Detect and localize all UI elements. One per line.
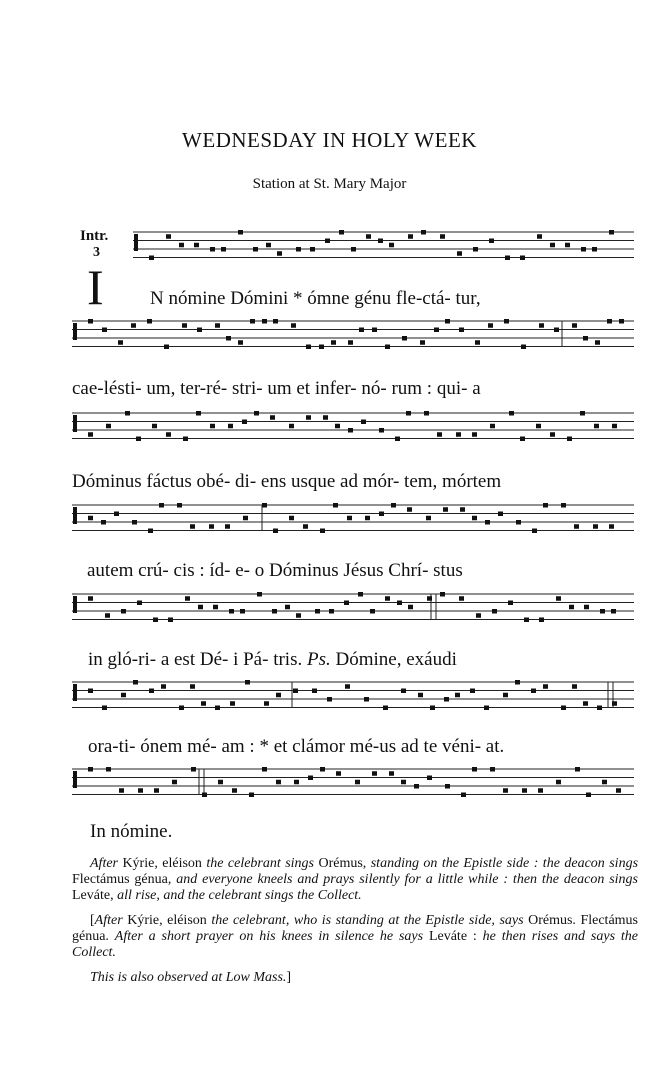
staff-7 xyxy=(72,767,634,797)
neume xyxy=(572,684,577,689)
neume xyxy=(320,529,325,534)
neume xyxy=(159,503,164,508)
neume xyxy=(238,340,243,345)
rubric-run: Leváte, xyxy=(72,888,118,903)
neume xyxy=(406,411,411,416)
staff-3 xyxy=(72,411,634,441)
neume xyxy=(131,323,136,328)
neume xyxy=(358,592,363,597)
neume xyxy=(183,437,188,442)
rubric-run: This is also observed at Low Mass. xyxy=(90,970,287,985)
neume xyxy=(505,256,510,261)
neume xyxy=(456,432,461,437)
neume xyxy=(459,328,464,333)
neume xyxy=(88,432,93,437)
neume xyxy=(308,776,313,781)
neume xyxy=(445,784,450,789)
clef-mark xyxy=(73,507,77,524)
rubric-run: the celebrant sings xyxy=(206,856,319,871)
neume xyxy=(593,524,598,529)
neume xyxy=(366,234,371,239)
neume xyxy=(319,345,324,350)
neume xyxy=(532,529,537,534)
neume xyxy=(347,516,352,521)
neume xyxy=(550,432,555,437)
clef-mark xyxy=(73,771,77,788)
neume xyxy=(379,512,384,517)
neume xyxy=(148,529,153,534)
neume xyxy=(293,689,298,694)
neume xyxy=(543,684,548,689)
neume xyxy=(210,247,215,252)
neume xyxy=(149,256,154,261)
neume xyxy=(455,693,460,698)
neume xyxy=(277,251,282,256)
staff-1 xyxy=(133,230,634,260)
neume xyxy=(296,613,301,618)
neume xyxy=(489,239,494,244)
rubric-run: he then rises and says the Collect. xyxy=(72,929,638,960)
neume xyxy=(424,411,429,416)
neume xyxy=(385,596,390,601)
neume xyxy=(185,596,190,601)
neume xyxy=(488,323,493,328)
neume xyxy=(597,706,602,711)
neume xyxy=(264,701,269,706)
neume xyxy=(125,411,130,416)
neume xyxy=(556,596,561,601)
neume xyxy=(285,605,290,610)
neume xyxy=(118,340,123,345)
neume xyxy=(445,319,450,324)
neume xyxy=(348,340,353,345)
neume xyxy=(138,788,143,793)
neume xyxy=(457,251,462,256)
neume xyxy=(408,605,413,610)
neume xyxy=(102,328,107,333)
rubrics xyxy=(72,856,638,995)
neume xyxy=(600,609,605,614)
lyric-line-7: In nómine. xyxy=(90,821,173,842)
lyric-line-5-text: in gló-ri- a est Dé- i Pá- tris. xyxy=(88,649,303,670)
neume xyxy=(232,788,237,793)
neume xyxy=(550,243,555,248)
neume xyxy=(88,689,93,694)
lyric-line-2: cae-lésti- um, ter-ré- stri- um et infer- nó- rum : qui- a xyxy=(72,378,481,399)
neume xyxy=(475,340,480,345)
rubric-paragraph-2 xyxy=(72,913,638,961)
neume xyxy=(119,788,124,793)
neume xyxy=(132,520,137,525)
neume xyxy=(166,234,171,239)
neume xyxy=(243,516,248,521)
neume xyxy=(583,336,588,341)
neume xyxy=(490,424,495,429)
neume xyxy=(607,319,612,324)
neume xyxy=(289,424,294,429)
neume xyxy=(331,340,336,345)
rubric-run: Orémus, xyxy=(318,856,371,871)
neume xyxy=(296,247,301,252)
neume xyxy=(327,697,332,702)
neume xyxy=(508,601,513,606)
neume xyxy=(245,680,250,685)
clef-mark xyxy=(134,234,138,251)
neume xyxy=(215,323,220,328)
neume xyxy=(253,247,258,252)
neume xyxy=(581,247,586,252)
neume xyxy=(539,323,544,328)
neume xyxy=(164,345,169,350)
neume xyxy=(106,767,111,772)
neume xyxy=(333,503,338,508)
rubric-run: all rise, and the celebrant sings the Collect. xyxy=(117,888,362,903)
neume xyxy=(592,247,597,252)
neume xyxy=(434,328,439,333)
neume xyxy=(336,771,341,776)
neume xyxy=(574,524,579,529)
neume xyxy=(276,780,281,785)
neume xyxy=(359,328,364,333)
neume xyxy=(218,780,223,785)
neume xyxy=(397,601,402,606)
neume xyxy=(88,767,93,772)
neume xyxy=(351,247,356,252)
neume xyxy=(503,788,508,793)
staff-2 xyxy=(72,319,634,349)
neume xyxy=(179,706,184,711)
neume xyxy=(586,793,591,798)
neume xyxy=(521,345,526,350)
neume xyxy=(443,507,448,512)
clef-mark xyxy=(73,684,77,701)
neume xyxy=(440,592,445,597)
clef-mark xyxy=(73,415,77,432)
neume xyxy=(609,524,614,529)
neume xyxy=(385,345,390,350)
neume xyxy=(504,319,509,324)
neume xyxy=(594,424,599,429)
rubric-run: standing on the Epistle side : the deacon sings xyxy=(370,856,639,871)
neume xyxy=(229,609,234,614)
neume xyxy=(401,689,406,694)
neume xyxy=(272,609,277,614)
neume xyxy=(262,767,267,772)
neume xyxy=(473,247,478,252)
neume xyxy=(420,340,425,345)
neume xyxy=(472,767,477,772)
neume xyxy=(262,503,267,508)
neume xyxy=(182,323,187,328)
rubric-run: After xyxy=(94,913,128,928)
neume xyxy=(294,780,299,785)
neume xyxy=(172,780,177,785)
neume xyxy=(536,424,541,429)
neume xyxy=(149,689,154,694)
neume xyxy=(306,415,311,420)
neume xyxy=(291,323,296,328)
neume xyxy=(520,256,525,261)
neume xyxy=(402,336,407,341)
rubric-run: and everyone kneels and prays silently for a little while : then the deacon sings xyxy=(176,872,638,887)
neume xyxy=(329,609,334,614)
lyric-line-6: ora-ti- ónem mé- am : * et clámor mé-us ad te véni- at. xyxy=(88,736,505,757)
neume xyxy=(389,771,394,776)
lyric-line-4: autem crú- cis : íd- e- o Dóminus Jésus Chrí- stus xyxy=(87,560,463,581)
neume xyxy=(201,701,206,706)
neume xyxy=(306,345,311,350)
neume xyxy=(440,234,445,239)
neume xyxy=(516,520,521,525)
neume xyxy=(476,613,481,618)
neume xyxy=(430,706,435,711)
neume xyxy=(88,596,93,601)
neume xyxy=(556,780,561,785)
neume xyxy=(490,767,495,772)
neume xyxy=(325,239,330,244)
neume xyxy=(580,411,585,416)
neume xyxy=(242,420,247,425)
neume xyxy=(427,776,432,781)
neume xyxy=(303,524,308,529)
neume xyxy=(348,428,353,433)
neume xyxy=(365,516,370,521)
neume xyxy=(583,701,588,706)
rubric-run: After xyxy=(90,856,123,871)
neume xyxy=(121,609,126,614)
neume xyxy=(177,503,182,508)
neume xyxy=(228,424,233,429)
neume xyxy=(136,437,141,442)
neume xyxy=(312,689,317,694)
neume xyxy=(102,706,107,711)
rubric-run: Flectámus génua, xyxy=(72,872,177,887)
neume xyxy=(190,524,195,529)
neume xyxy=(221,247,226,252)
neume xyxy=(498,512,503,517)
neume xyxy=(537,234,542,239)
neume xyxy=(567,437,572,442)
neume xyxy=(572,323,577,328)
neume xyxy=(520,437,525,442)
lyric-line-5 xyxy=(88,649,457,671)
neume xyxy=(437,432,442,437)
neume xyxy=(401,780,406,785)
neume xyxy=(515,680,520,685)
clef-mark xyxy=(73,596,77,613)
neume xyxy=(372,328,377,333)
neume xyxy=(619,319,624,324)
initial-letter: I xyxy=(87,259,104,315)
neume xyxy=(485,520,490,525)
neume xyxy=(611,609,616,614)
neume xyxy=(166,432,171,437)
neume xyxy=(395,437,400,442)
page-title: WEDNESDAY IN HOLY WEEK xyxy=(182,128,477,152)
rubric-run: [ xyxy=(90,913,95,928)
neume xyxy=(522,788,527,793)
neume xyxy=(179,243,184,248)
neume xyxy=(484,706,489,711)
introit-label: Intr. xyxy=(80,228,109,244)
mode-number: 3 xyxy=(93,245,100,260)
neume xyxy=(210,424,215,429)
neume xyxy=(121,693,126,698)
neume xyxy=(101,520,106,525)
neume xyxy=(345,684,350,689)
neume xyxy=(344,601,349,606)
neume xyxy=(595,340,600,345)
rubric-run: ] xyxy=(286,970,292,985)
neume xyxy=(191,767,196,772)
neume xyxy=(250,319,255,324)
neume xyxy=(492,609,497,614)
neume xyxy=(226,336,231,341)
neume xyxy=(612,424,617,429)
neume xyxy=(609,230,614,235)
rubric-paragraph-1 xyxy=(72,856,638,904)
neume xyxy=(602,780,607,785)
rubric-run: the celebrant, who is standing at the Epistle side, says xyxy=(211,913,529,928)
neume xyxy=(273,319,278,324)
neume xyxy=(472,432,477,437)
rubric-run: Kýrie, eléison xyxy=(127,913,212,928)
neume xyxy=(310,247,315,252)
neume xyxy=(114,512,119,517)
neume xyxy=(459,596,464,601)
neume xyxy=(323,415,328,420)
neume xyxy=(460,507,465,512)
neume xyxy=(407,507,412,512)
neume xyxy=(524,618,529,623)
neume xyxy=(355,780,360,785)
neume xyxy=(240,609,245,614)
neume xyxy=(335,424,340,429)
staff-4 xyxy=(72,503,634,533)
neume xyxy=(408,234,413,239)
neume xyxy=(270,415,275,420)
neume xyxy=(289,516,294,521)
neume xyxy=(561,503,566,508)
neume xyxy=(575,767,580,772)
neume xyxy=(106,424,111,429)
neume xyxy=(584,605,589,610)
neume xyxy=(378,239,383,244)
neume xyxy=(421,230,426,235)
neume xyxy=(569,605,574,610)
neume xyxy=(361,420,366,425)
neume xyxy=(190,684,195,689)
neume xyxy=(215,706,220,711)
neume xyxy=(531,689,536,694)
rubric-run: After a short prayer on his knees in silence he says xyxy=(114,929,429,944)
neume xyxy=(372,771,377,776)
neume xyxy=(154,788,159,793)
neume xyxy=(414,784,419,789)
neume xyxy=(554,328,559,333)
lyric-line-1: N nómine Dómini * ómne génu fle-ctá- tur, xyxy=(150,288,481,309)
clef-mark xyxy=(73,323,77,340)
station-subtitle: Station at St. Mary Major xyxy=(252,176,407,192)
neume xyxy=(561,706,566,711)
staff-6 xyxy=(72,680,634,710)
neume xyxy=(254,411,259,416)
rubric-run: Leváte : xyxy=(428,929,483,944)
rubric-paragraph-3 xyxy=(72,970,638,986)
neume xyxy=(389,243,394,248)
neume xyxy=(339,230,344,235)
neume xyxy=(213,605,218,610)
neume xyxy=(470,689,475,694)
neume xyxy=(418,693,423,698)
neume xyxy=(266,243,271,248)
neume xyxy=(370,609,375,614)
neume xyxy=(249,793,254,798)
neume xyxy=(315,609,320,614)
rubric-run: Kýrie, eléison xyxy=(122,856,207,871)
neume xyxy=(257,592,262,597)
neume xyxy=(262,319,267,324)
neume xyxy=(137,601,142,606)
neume xyxy=(444,697,449,702)
neume xyxy=(543,503,548,508)
neume xyxy=(88,319,93,324)
neume xyxy=(225,524,230,529)
psalm-marker: Ps. xyxy=(306,649,331,670)
neume xyxy=(161,684,166,689)
neume xyxy=(202,793,207,798)
neume xyxy=(391,503,396,508)
neume xyxy=(153,618,158,623)
neume xyxy=(194,243,199,248)
neume xyxy=(196,411,201,416)
neume xyxy=(612,701,617,706)
neume xyxy=(427,596,432,601)
neume xyxy=(565,243,570,248)
neume xyxy=(320,767,325,772)
neume xyxy=(88,516,93,521)
neume xyxy=(133,680,138,685)
neume xyxy=(209,524,214,529)
neume xyxy=(105,613,110,618)
lyric-line-3: Dóminus fáctus obé- di- ens usque ad mór- tem, mórtem xyxy=(72,471,502,492)
psalm-text: Dómine, exáudi xyxy=(335,649,457,670)
neume xyxy=(198,605,203,610)
neume xyxy=(383,706,388,711)
neume xyxy=(273,529,278,534)
neume xyxy=(472,516,477,521)
neume xyxy=(152,424,157,429)
neume xyxy=(509,411,514,416)
neume xyxy=(197,328,202,333)
neume xyxy=(539,618,544,623)
neume xyxy=(616,788,621,793)
neume xyxy=(238,230,243,235)
neume xyxy=(364,697,369,702)
neume xyxy=(461,793,466,798)
neume xyxy=(503,693,508,698)
neume xyxy=(276,693,281,698)
neume xyxy=(379,428,384,433)
rubric-run: Orémus. Flectámus génua. xyxy=(72,913,638,944)
neume xyxy=(426,516,431,521)
neume xyxy=(147,319,152,324)
neume xyxy=(168,618,173,623)
neume xyxy=(538,788,543,793)
staff-5 xyxy=(72,592,634,622)
neume xyxy=(230,701,235,706)
